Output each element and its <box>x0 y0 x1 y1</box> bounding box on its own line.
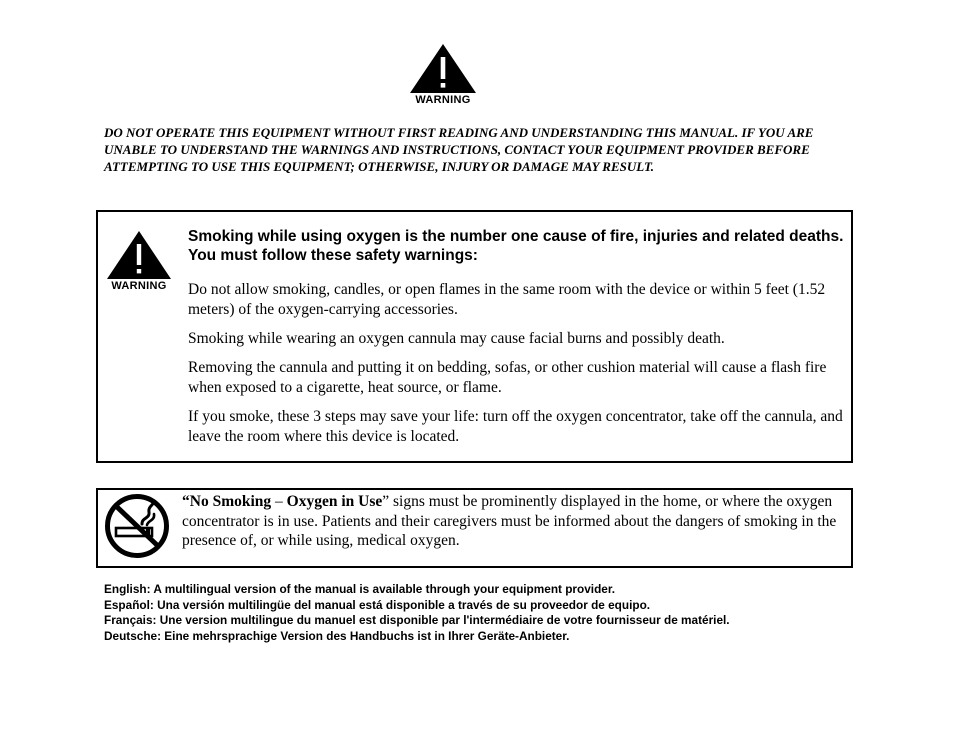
warning-label: WARNING <box>415 94 471 106</box>
warning-label: WARNING <box>111 280 167 292</box>
warning-triangle-icon <box>106 230 172 280</box>
no-smoking-phrase: No Smoking <box>189 493 272 510</box>
language-notice <box>104 582 864 644</box>
no-smoking-text <box>182 492 850 551</box>
language-line-english: English: A multilingual version of the manual is available through your equipment provider. <box>104 582 616 596</box>
warning-triangle-icon <box>408 42 478 94</box>
box-warning-sign <box>104 230 174 292</box>
smoking-warning-heading: Smoking while using oxygen is the number one cause of fire, injuries and related deaths. You must follow these safety warnings: <box>188 228 844 264</box>
top-warning-sign <box>407 42 479 108</box>
oxygen-in-use-phrase: Oxygen in Use <box>286 493 383 510</box>
language-line-german: Deutsche: Eine mehrsprachige Version des Handbuchs ist in Ihrer Geräte-Anbieter. <box>104 628 570 643</box>
warning-paragraph: Removing the cannula and putting it on bedding, sofas, or other cushion material will cause a flash fire when exposed to a cigarette, heat source, or flame. <box>188 359 827 396</box>
language-line-french: Français: Une version multilingue du manuel est disponible par l'intermédiaire de votre fournisseur de matériel. <box>104 613 730 627</box>
dash: – <box>271 493 287 510</box>
warning-paragraph: Do not allow smoking, candles, or open flames in the same room with the device or within 5 feet (1.52 meters) of the oxygen-carrying accessories. <box>188 281 826 318</box>
smoking-warning-list <box>188 280 848 456</box>
no-smoking-box <box>96 488 853 568</box>
intro-warning-text: DO NOT OPERATE THIS EQUIPMENT WITHOUT FIRST READING AND UNDERSTANDING THIS MANUAL. IF YOU ARE UNABLE TO UNDERSTAND THE WARNINGS AND INSTRUCTIONS, CONTACT YOUR EQUIPMENT PROVIDER BEFORE ATTEMPTING TO USE THIS EQUIPMENT; OTHERWISE, INJURY OR DAMAGE MAY RESULT. <box>104 125 814 174</box>
no-smoking-rest: ” signs must be prominently displayed in the home, or where the oxygen concentrator is in use. Patients and their caregivers must be informed about the dangers of smoking in the presence of, or while using, medical oxygen. <box>182 493 837 549</box>
smoking-warning-box <box>96 210 853 463</box>
language-line-spanish: Español: Una versión multilingüe del manual está disponible a través de su proveedor de equipo. <box>104 597 651 612</box>
quote-open: “ <box>182 493 190 510</box>
no-smoking-icon <box>104 493 170 559</box>
warning-paragraph: Smoking while wearing an oxygen cannula may cause facial burns and possibly death. <box>188 330 725 347</box>
warning-paragraph: If you smoke, these 3 steps may save your life: turn off the oxygen concentrator, take off the cannula, and leave the room where this device is located. <box>188 408 843 445</box>
